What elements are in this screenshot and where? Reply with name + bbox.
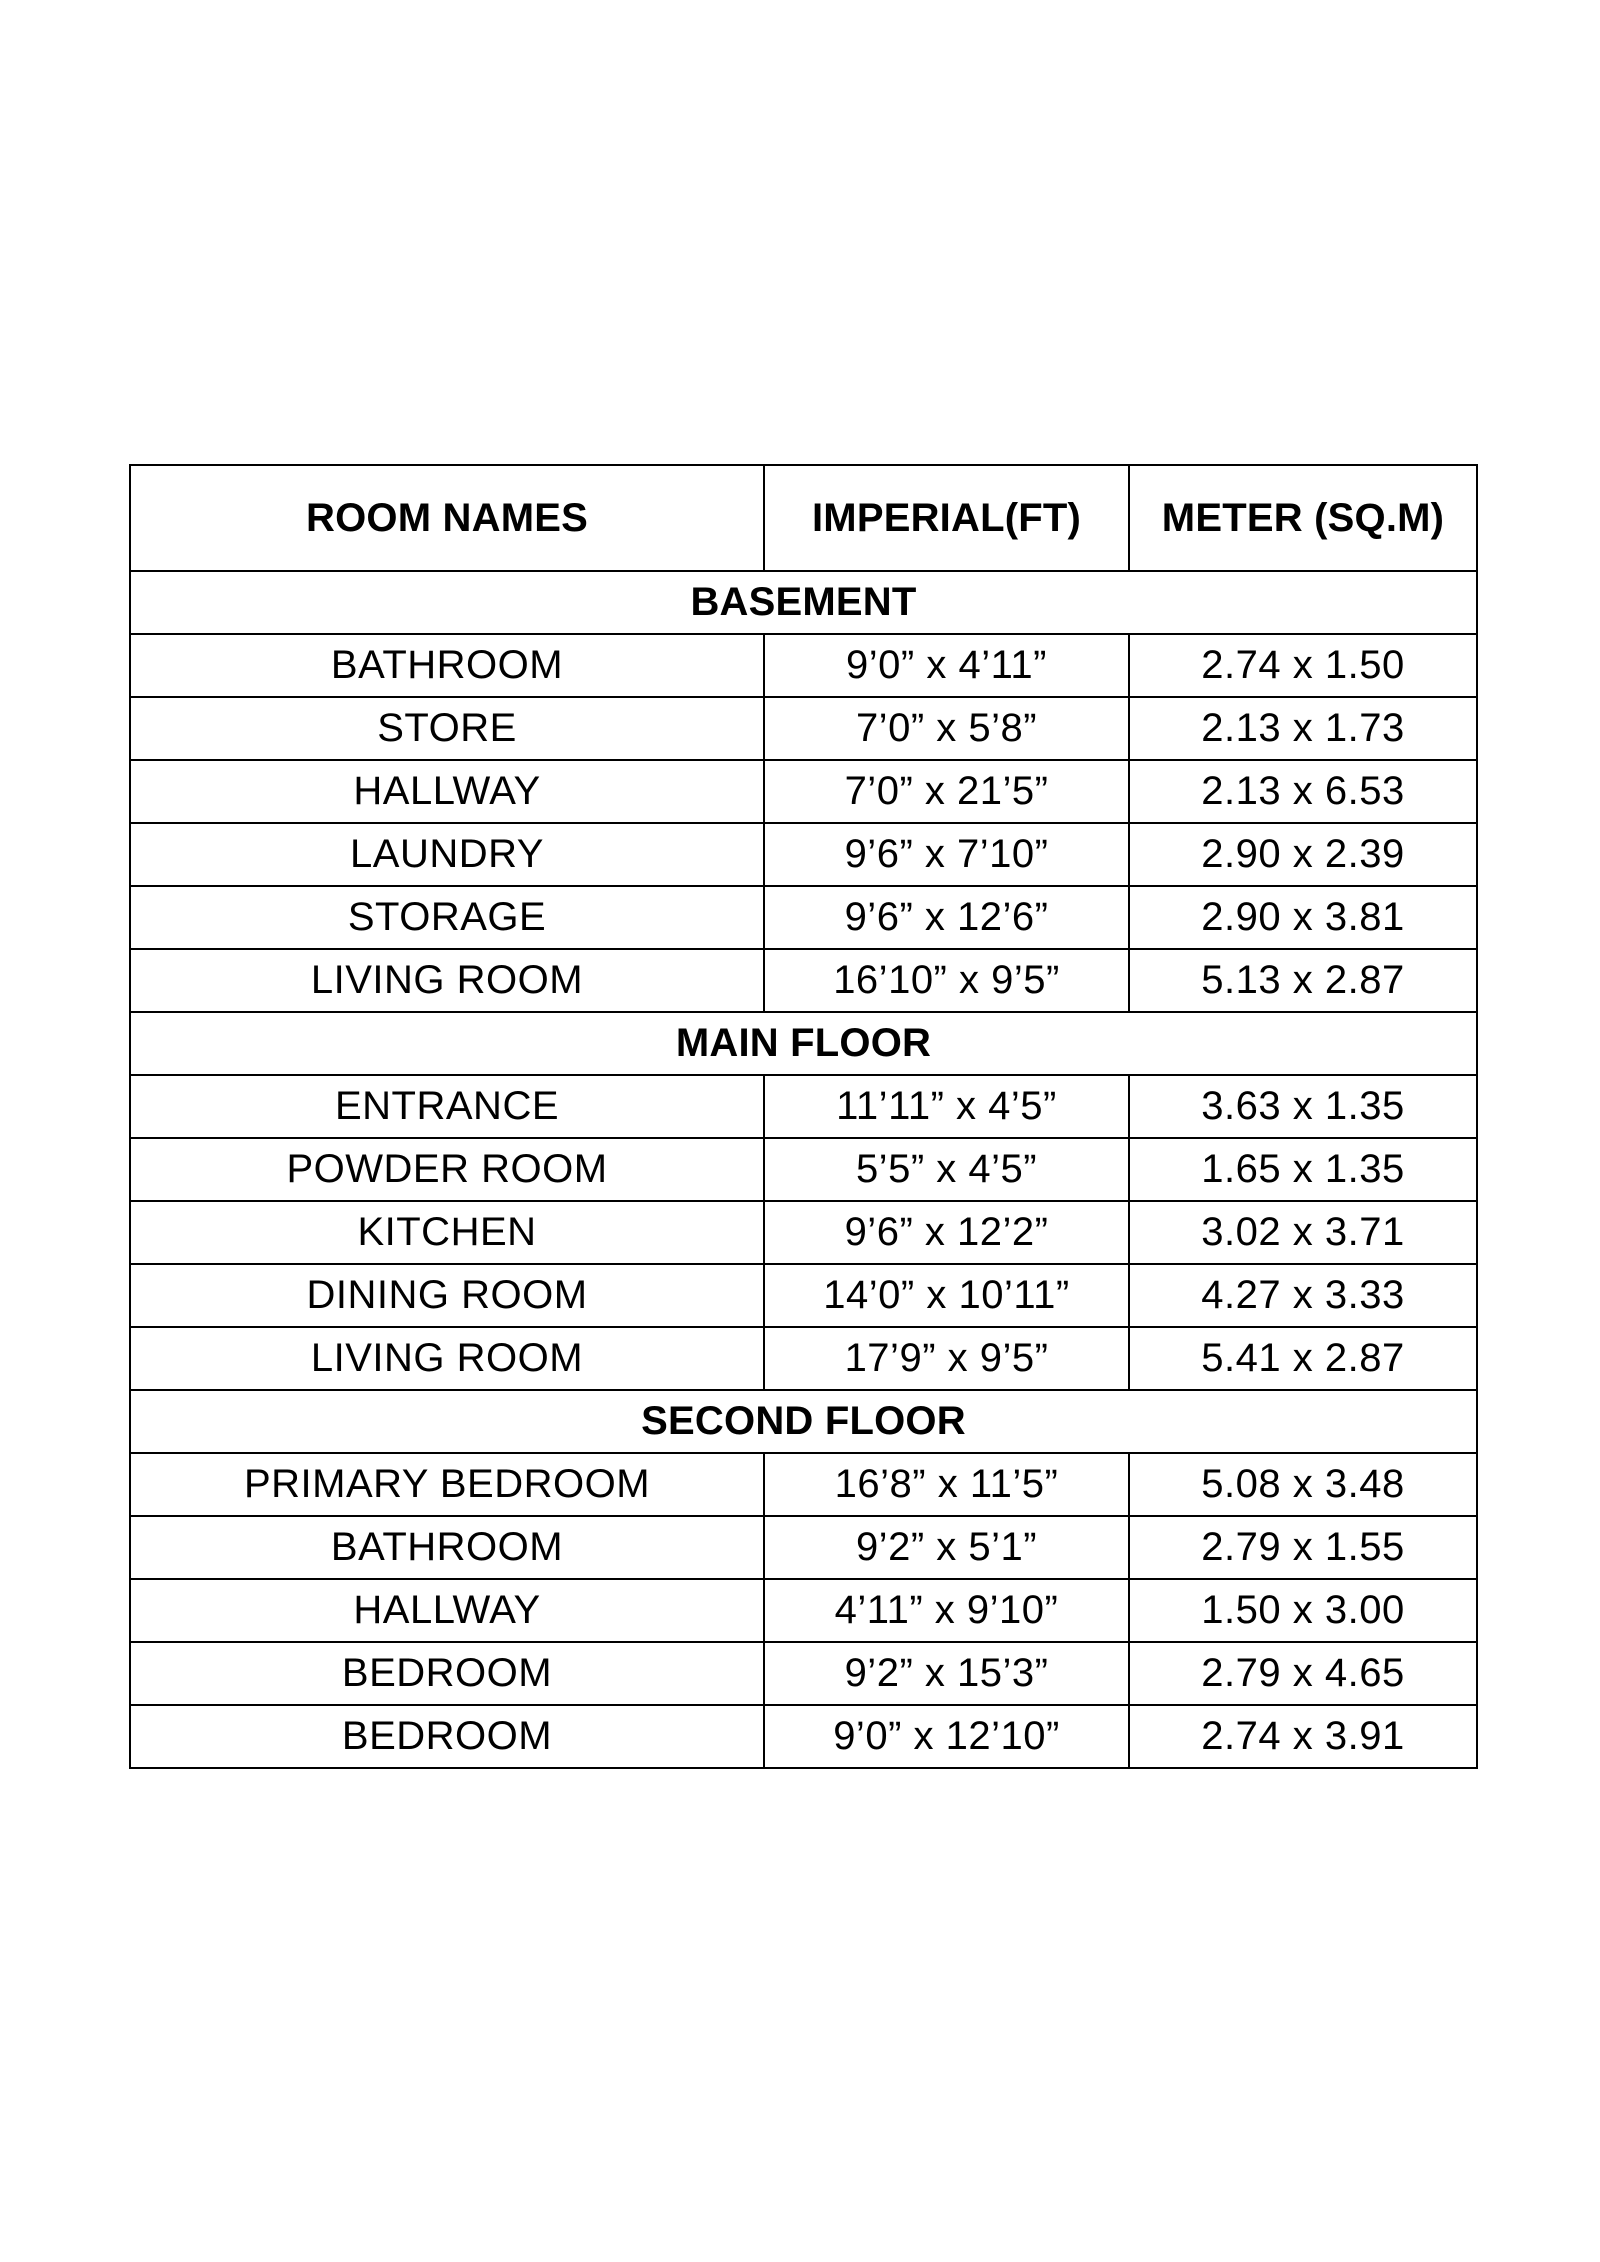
imperial-cell: 5’5” x 4’5” — [764, 1138, 1129, 1201]
imperial-cell: 14’0” x 10’11” — [764, 1264, 1129, 1327]
table-row — [130, 886, 1477, 949]
room-name-cell: PRIMARY BEDROOM — [130, 1453, 764, 1516]
room-name-cell: ENTRANCE — [130, 1075, 764, 1138]
imperial-cell: 9’0” x 4’11” — [764, 634, 1129, 697]
section-title: SECOND FLOOR — [130, 1390, 1477, 1453]
table-row — [130, 1579, 1477, 1642]
section-row-second-floor — [130, 1390, 1477, 1453]
meter-cell: 3.02 x 3.71 — [1129, 1201, 1477, 1264]
table-row — [130, 1138, 1477, 1201]
imperial-cell: 9’0” x 12’10” — [764, 1705, 1129, 1768]
section-row-basement — [130, 571, 1477, 634]
imperial-cell: 9’2” x 15’3” — [764, 1642, 1129, 1705]
table-row — [130, 760, 1477, 823]
imperial-cell: 16’8” x 11’5” — [764, 1453, 1129, 1516]
room-name-cell: BATHROOM — [130, 1516, 764, 1579]
table-row — [130, 823, 1477, 886]
meter-cell: 3.63 x 1.35 — [1129, 1075, 1477, 1138]
room-name-cell: STORE — [130, 697, 764, 760]
header-meter: METER (SQ.M) — [1129, 465, 1477, 571]
header-imperial: IMPERIAL(FT) — [764, 465, 1129, 571]
table-header — [130, 465, 1477, 571]
room-name-cell: BEDROOM — [130, 1705, 764, 1768]
header-room-names: ROOM NAMES — [130, 465, 764, 571]
room-dimensions-table — [129, 464, 1478, 1769]
meter-cell: 5.13 x 2.87 — [1129, 949, 1477, 1012]
imperial-cell: 16’10” x 9’5” — [764, 949, 1129, 1012]
meter-cell: 2.79 x 4.65 — [1129, 1642, 1477, 1705]
room-name-cell: HALLWAY — [130, 760, 764, 823]
table-row — [130, 1327, 1477, 1390]
meter-cell: 2.13 x 6.53 — [1129, 760, 1477, 823]
section-title: MAIN FLOOR — [130, 1012, 1477, 1075]
imperial-cell: 9’6” x 7’10” — [764, 823, 1129, 886]
imperial-cell: 17’9” x 9’5” — [764, 1327, 1129, 1390]
section-row-main-floor — [130, 1012, 1477, 1075]
meter-cell: 5.08 x 3.48 — [1129, 1453, 1477, 1516]
imperial-cell: 4’11” x 9’10” — [764, 1579, 1129, 1642]
room-name-cell: LAUNDRY — [130, 823, 764, 886]
table-row — [130, 1705, 1477, 1768]
table-row — [130, 697, 1477, 760]
room-name-cell: LIVING ROOM — [130, 949, 764, 1012]
table-row — [130, 1516, 1477, 1579]
room-name-cell: DINING ROOM — [130, 1264, 764, 1327]
table-row — [130, 1453, 1477, 1516]
meter-cell: 2.79 x 1.55 — [1129, 1516, 1477, 1579]
room-name-cell: STORAGE — [130, 886, 764, 949]
meter-cell: 2.74 x 1.50 — [1129, 634, 1477, 697]
meter-cell: 1.65 x 1.35 — [1129, 1138, 1477, 1201]
table-row — [130, 1201, 1477, 1264]
meter-cell: 5.41 x 2.87 — [1129, 1327, 1477, 1390]
table-row — [130, 1264, 1477, 1327]
meter-cell: 2.13 x 1.73 — [1129, 697, 1477, 760]
imperial-cell: 7’0” x 21’5” — [764, 760, 1129, 823]
room-name-cell: HALLWAY — [130, 1579, 764, 1642]
meter-cell: 2.90 x 3.81 — [1129, 886, 1477, 949]
imperial-cell: 9’2” x 5’1” — [764, 1516, 1129, 1579]
imperial-cell: 11’11” x 4’5” — [764, 1075, 1129, 1138]
room-name-cell: POWDER ROOM — [130, 1138, 764, 1201]
room-name-cell: KITCHEN — [130, 1201, 764, 1264]
table-body — [130, 571, 1477, 1768]
table-row — [130, 1075, 1477, 1138]
imperial-cell: 7’0” x 5’8” — [764, 697, 1129, 760]
room-name-cell: LIVING ROOM — [130, 1327, 764, 1390]
imperial-cell: 9’6” x 12’2” — [764, 1201, 1129, 1264]
room-name-cell: BATHROOM — [130, 634, 764, 697]
meter-cell: 1.50 x 3.00 — [1129, 1579, 1477, 1642]
meter-cell: 2.74 x 3.91 — [1129, 1705, 1477, 1768]
meter-cell: 4.27 x 3.33 — [1129, 1264, 1477, 1327]
section-title: BASEMENT — [130, 571, 1477, 634]
meter-cell: 2.90 x 2.39 — [1129, 823, 1477, 886]
header-row — [130, 465, 1477, 571]
table-row — [130, 949, 1477, 1012]
imperial-cell: 9’6” x 12’6” — [764, 886, 1129, 949]
room-name-cell: BEDROOM — [130, 1642, 764, 1705]
table-row — [130, 634, 1477, 697]
table-row — [130, 1642, 1477, 1705]
